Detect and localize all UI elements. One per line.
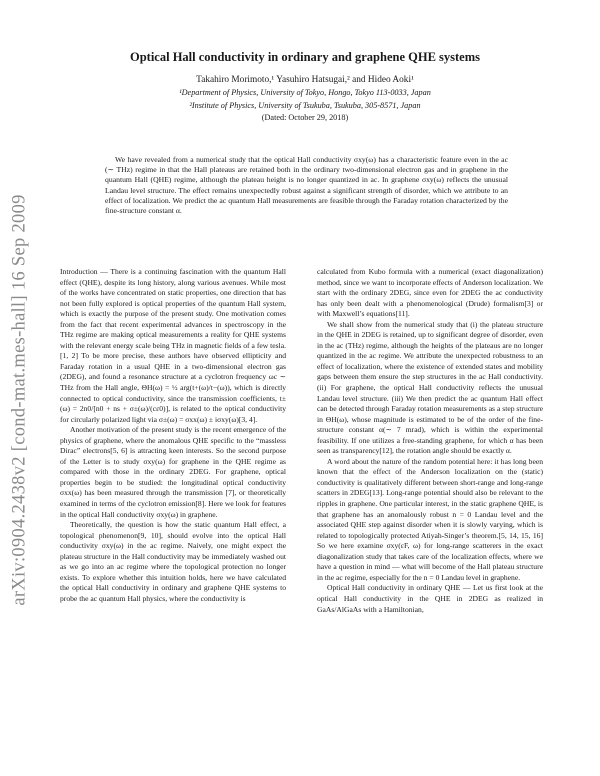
arxiv-stamp <box>6 170 34 630</box>
affiliation-1: ¹Department of Physics, University of Tokyo, Hongo, Tokyo 113-0033, Japan <box>179 88 431 97</box>
left-column <box>60 267 286 605</box>
date-line: (Dated: October 29, 2018) <box>261 113 349 122</box>
paper-title: Optical Hall conductivity in ordinary and graphene QHE systems <box>129 50 481 64</box>
abstract: We have revealed from a numerical study that the optical Hall conductivity σxy(ω) has a characteristic feature even in the ac (∼ THz) regime in that the Hall plateaus are retained both in the ordinary two-dimensional electron gas and in graphene in the quantum Hall (QHE) regime, although the plateau height is no longer quantized in ac. In graphene σxy(ω) reflects the unusual Landau level structure. The effect remains unexpectedly robust against a significant strength of disorder, which we attribute to an effect of localization. We predict the ac quantum Hall measurements are feasible through the Faraday rotation characterized by the fine-structure constant α. <box>105 155 508 216</box>
author-list: Takahiro Morimoto,¹ Yasuhiro Hatsugai,² and Hideo Aoki¹ <box>196 75 414 85</box>
paragraph: Introduction — There is a continuing fascination with the quantum Hall effect (QHE), despite its long history, along various avenues. While most of the works have concentrated on static properties, one direction that has not been fully explored is optical properties of the quantum Hall system, which is exactly the purpose of the present study. One motivation comes from the fact that recent experimental advances in spectroscopy in the THz regime are making optical measurements a reality for QHE systems with the relevant energy scale being THz in magnetic fields of a few tesla.[1, 2] To be more precise, these authors have observed ellipticity and Faraday rotation in a usual QHE in a two-dimensional electron gas (2DEG), and found a resonance structure at a cyclotron frequency ωc ∼ THz from the Hall angle, ΘH(ω) = ½ arg(t+(ω)/t−(ω)), which is directly connected to optical conductivity, since the transmission coefficients, t±(ω) = 2n0/[n0 + ns + σ±(ω)/(cε0)], is related to the optical conductivity for circularly polarized light via σ±(ω) = σxx(ω) ± iσxy(ω)[3, 4]. <box>60 267 286 424</box>
paragraph: A word about the nature of the random potential here: it has long been known that the effect of the Anderson localization on the (static) conductivity is qualitatively different between short-range and long-range scatters in 2DEG[13]. Long-range potential should also be relevant to the ripples in graphene. One particular interest, in the static graphene QHE, is that graphene has an anomalously robust n = 0 Landau level and the associated QHE step against disorder when it is slowly varying, which is related to topologically protected Atiyah-Singer’s theorem.[5, 14, 15, 16] So we here examine σxy(εF, ω) for long-range scatterers in the exact diagonalization study that takes care of the localization effects, where we have a question in mind — what will become of the Hall plateau structure in the ac regime, especially for the n = 0 Landau level in graphene. <box>317 456 543 582</box>
paragraph: Optical Hall conductivity in ordinary QHE — Let us first look at the optical Hall conductivity in the QHE in 2DEG as realized in GaAs/AlGaAs with a Hamiltonian, <box>317 583 543 614</box>
right-column <box>317 267 543 615</box>
affiliation-2: ²Institute of Physics, University of Tsukuba, Tsukuba, 305-8571, Japan <box>189 101 421 110</box>
paragraph: Another motivation of the present study is the recent emergence of the physics of graphene, where the anomalous QHE specific to the “massless Dirac” electrons[5, 6] is attracting keen interests. So the second purpose of the Letter is to study σxy(ω) for graphene in the QHE regime as compared with those in the ordinary 2DEG. For graphene, optical properties begin to be studied: the longitudinal optical conductivity σxx(ω) has been measured through the transmission [7], or theoretically examined in terms of the cyclotron emission[8]. Here we look for features in the optical Hall conductivity σxy(ω) in graphene. <box>60 425 286 519</box>
paragraph: We shall show from the numerical study that (i) the plateau structure in the QHE in 2DEG is retained, up to significant degree of disorder, even in the ac (THz) regime, although the heights of the plateaus are no longer quantized in the ac regime. We attribute the unexpected robustness to an effect of localization, where the existence of extended states and mobility gaps between them ensure the step structures in the ac Hall conductivity. (ii) For graphene, the optical Hall conductivity reflects the unusual Landau level structure. (iii) We then predict the ac quantum Hall effect can be detected through Faraday rotation measurements as a step structure in ΘH(ω), whose magnitude is estimated to be of the order of the fine-structure constant α(∼ 7 mrad), which is within the experimental feasibility. If one utilizes a free-standing graphene, for which α has been seen as transparency[12], the rotation angle should be exactly α. <box>317 319 543 456</box>
paragraph: Theoretically, the question is how the static quantum Hall effect, a topological phenomenon[9, 10], should evolve into the optical Hall conductivity σxy(ω) in the ac regime. Naively, one might expect the plateau structure in the Hall conductivity may be immediately washed out as we go into an ac regime where the topological protection no longer exists. To explore whether this intuition holds, here we have calculated the optical Hall conductivity in ordinary and graphene QHE systems to probe the ac quantum Hall physics, where the conductivity is <box>60 520 286 603</box>
paper-header <box>60 0 550 122</box>
arxiv-identifier: arXiv:0904.2438v2 [cond-mat.mes-hall] 16 Sep 2009 <box>9 194 30 606</box>
paragraph: calculated from Kubo formula with a numerical (exact diagonalization) method, since we want to incorporate effects of Anderson localization. We start with the ordinary 2DEG, since even for 2DEG the ac conductivity has only been dealt with a phenomenological (Drude) formalism[3] or with Maxwell’s equations[11]. <box>317 267 544 319</box>
